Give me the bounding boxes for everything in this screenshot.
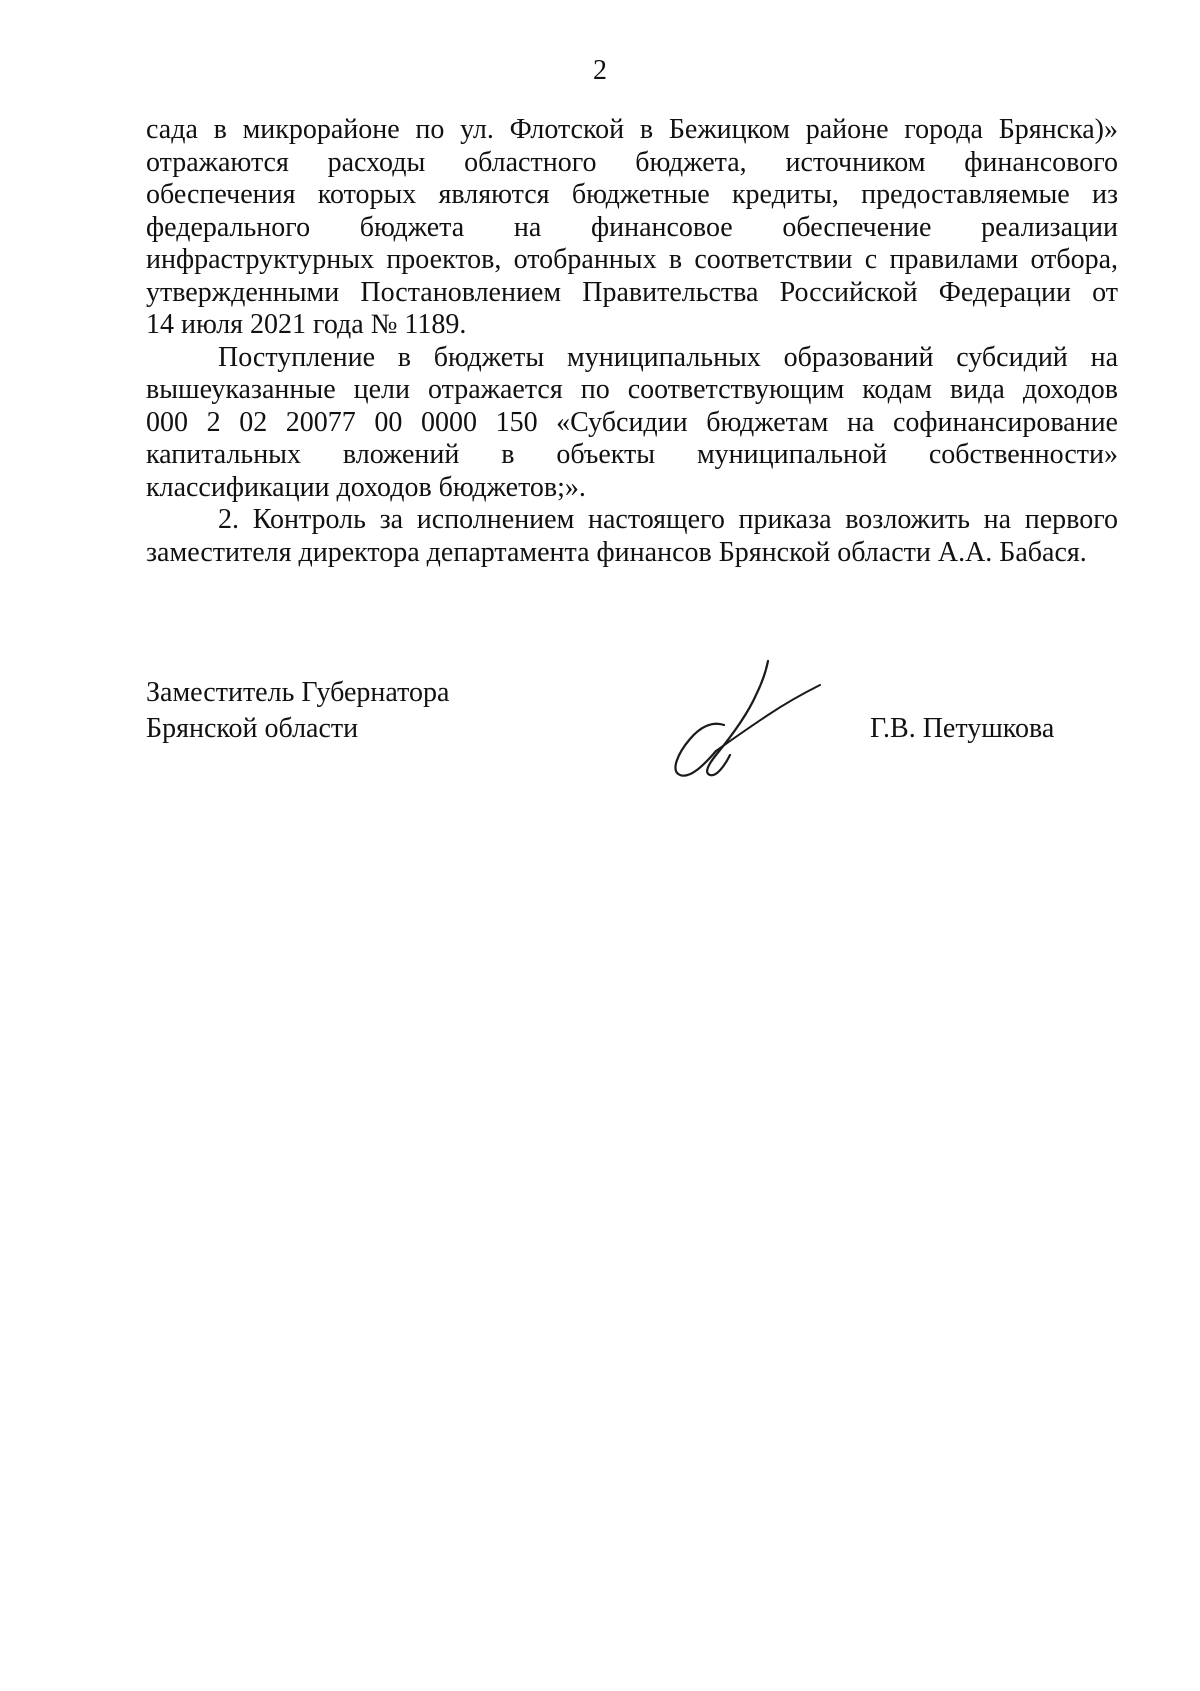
signer-title-line-1: Заместитель Губернатора <box>146 677 450 708</box>
page-number: 2 <box>593 55 607 86</box>
handwritten-signature <box>672 655 832 785</box>
text-line: Поступление в бюджеты муниципальных образований субсидий на <box>218 341 1118 373</box>
text-line: вышеуказанные цели отражается по соответствующим кодам вида доходов <box>146 374 1118 405</box>
text-line: заместителя директора департамента финансов Брянской области А.А. Бабася. <box>146 536 1087 568</box>
text-line: 2. Контроль за исполнением настоящего приказа возложить на первого <box>218 504 1118 535</box>
document-body <box>146 114 1118 569</box>
signer-title-line-2: Брянской области <box>146 713 359 744</box>
text-line: сада в микрорайоне по ул. Флотской в Бежицком районе города Брянска)» <box>146 114 1118 145</box>
text-line: утвержденными Постановлением Правительства Российской Федерации от <box>146 276 1118 308</box>
text-line: федерального бюджета на финансовое обеспечение реализации <box>146 211 1118 243</box>
text-line: обеспечения которых являются бюджетные кредиты, предоставляемые из <box>146 179 1118 210</box>
text-line: 14 июля 2021 года № 1189. <box>146 309 467 340</box>
text-line: инфраструктурных проектов, отобранных в соответствии с правилами отбора, <box>146 244 1118 275</box>
text-line: капитальных вложений в объекты муниципальной собственности» <box>146 439 1118 470</box>
paragraph-budget-expenses <box>146 114 1118 342</box>
text-line: классификации доходов бюджетов;». <box>146 471 586 503</box>
signer-name: Г.В. Петушкова <box>870 713 1055 744</box>
paragraph-subsidies-income <box>146 342 1118 505</box>
text-line: отражаются расходы областного бюджета, источником финансового <box>146 146 1118 178</box>
signer-position <box>146 675 449 747</box>
paragraph-control-clause <box>146 504 1118 569</box>
text-line: 000 2 02 20077 00 0000 150 «Субсидии бюджетам на софинансирование <box>146 406 1118 438</box>
